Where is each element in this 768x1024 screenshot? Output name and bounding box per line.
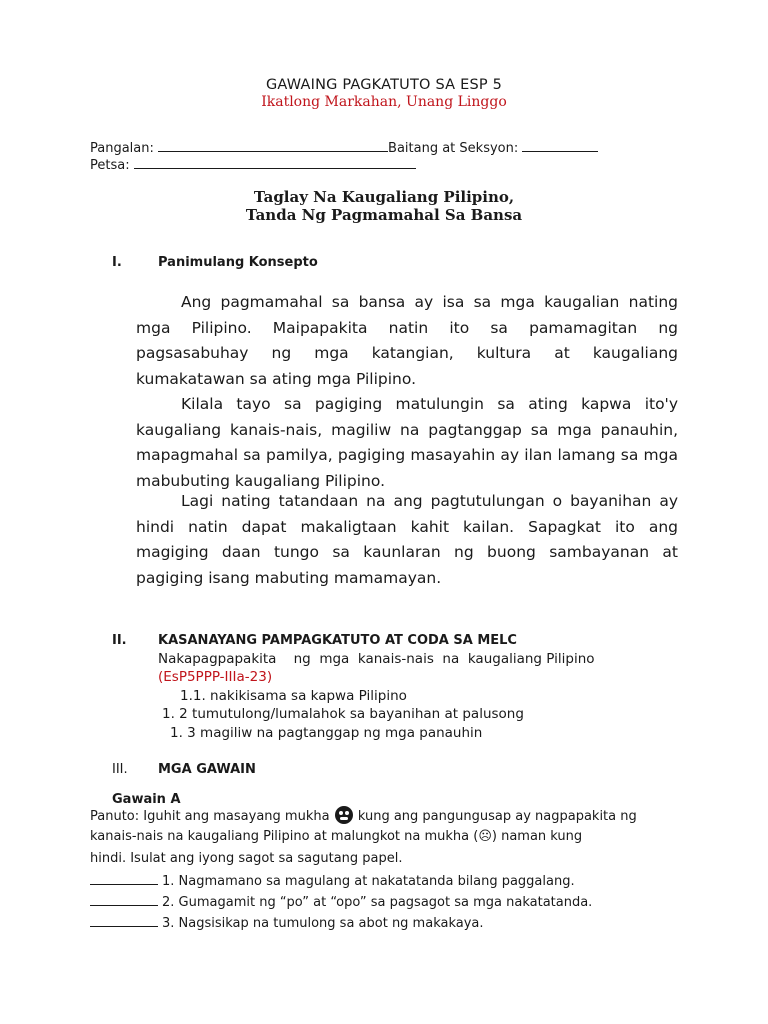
date-field-row xyxy=(90,156,416,173)
worksheet-title: GAWAING PAGKATUTO SA ESP 5 xyxy=(265,77,503,93)
instructions-line-2: kanais-nais na kaugaliang Pilipino at malungkot na mukha (☹) naman kung xyxy=(90,829,583,844)
date-blank[interactable] xyxy=(134,156,416,169)
name-blank[interactable] xyxy=(158,139,388,152)
activity-title: Gawain A xyxy=(112,792,181,807)
lesson-title-line2: Tanda Ng Pagmamahal Sa Bansa xyxy=(245,206,523,224)
section2-heading: KASANAYANG PAMPAGKATUTO AT CODA SA MELC xyxy=(158,633,517,648)
activity-item-2-text: 2. Gumagamit ng “po” at “opo” sa pagsagot sa mga nakatatanda. xyxy=(162,895,593,910)
date-label: Petsa: xyxy=(90,158,130,173)
section3-heading: MGA GAWAIN xyxy=(158,762,256,777)
name-label: Pangalan: xyxy=(90,141,154,156)
section1-number: I. xyxy=(112,255,122,270)
competency-item-3: 1. 3 magiliw na pagtanggap ng mga panauhin xyxy=(170,725,483,741)
intro-paragraph-3: Lagi nating tatandaan na ang pagtutulungan o bayanihan ay hindi natin dapat makaligtaan kahit kailan. Sapagkat ito ang magiging daan tungo sa kaunlaran ng buong sambayanan at pagiging isang mabuting mamamayan. xyxy=(136,492,678,587)
competency-code: (EsP5PPP-IIIa-23) xyxy=(158,669,273,685)
section1-heading: Panimulang Konsepto xyxy=(158,255,318,270)
name-field-row xyxy=(90,139,598,156)
activity-item-1 xyxy=(90,873,575,889)
intro-paragraph-2: Kilala tayo sa pagiging matulungin sa ating kapwa ito'y kaugaliang kanais-nais, magiliw na pagtanggap sa mga panauhin, mapagmahal sa pamilya, pagiging masayahin ay ilan lamang sa mga mabubuting kaugaliang Pilipino. xyxy=(136,395,678,490)
section3-number: III. xyxy=(112,762,128,777)
competency-item-1: 1.1. nakikisama sa kapwa Pilipino xyxy=(180,688,407,704)
answer-blank-1[interactable] xyxy=(90,873,158,885)
competency-text: Nakapagpapakita ng mga kanais-nais na kaugaliang Pilipino xyxy=(158,651,595,667)
answer-blank-3[interactable] xyxy=(90,915,158,927)
competency-item-2: 1. 2 tumutulong/lumalahok sa bayanihan at palusong xyxy=(162,706,524,722)
instructions-line-3: hindi. Isulat ang iyong sagot sa sagutang papel. xyxy=(90,851,403,866)
activity-item-3 xyxy=(90,915,484,931)
answer-blank-2[interactable] xyxy=(90,894,158,906)
instructions-line-1 xyxy=(90,806,637,824)
section2-number: II. xyxy=(112,633,127,648)
grade-label: Baitang at Seksyon: xyxy=(388,141,519,156)
instructions-part2: kung ang pangungusap ay nagpapakita ng xyxy=(357,809,637,824)
activity-item-2 xyxy=(90,894,592,910)
instructions-part1: Panuto: Iguhit ang masayang mukha xyxy=(90,809,330,824)
activity-item-3-text: 3. Nagsisikap na tumulong sa abot ng makakaya. xyxy=(162,916,484,931)
lesson-title-line1: Taglay Na Kaugaliang Pilipino, xyxy=(253,188,515,206)
grade-blank[interactable] xyxy=(522,139,598,152)
activity-item-1-text: 1. Nagmamano sa magulang at nakatatanda bilang paggalang. xyxy=(162,874,575,889)
worksheet-subtitle: Ikatlong Markahan, Unang Linggo xyxy=(261,94,507,110)
smiley-face-icon xyxy=(335,806,353,824)
intro-paragraph-1: Ang pagmamahal sa bansa ay isa sa mga kaugalian nating mga Pilipino. Maipapakita natin ito sa pamamagitan ng pagsasabuhay ng mga katangian, kultura at kaugaliang kumakatawan sa ating mga Pilipino. xyxy=(136,293,678,388)
